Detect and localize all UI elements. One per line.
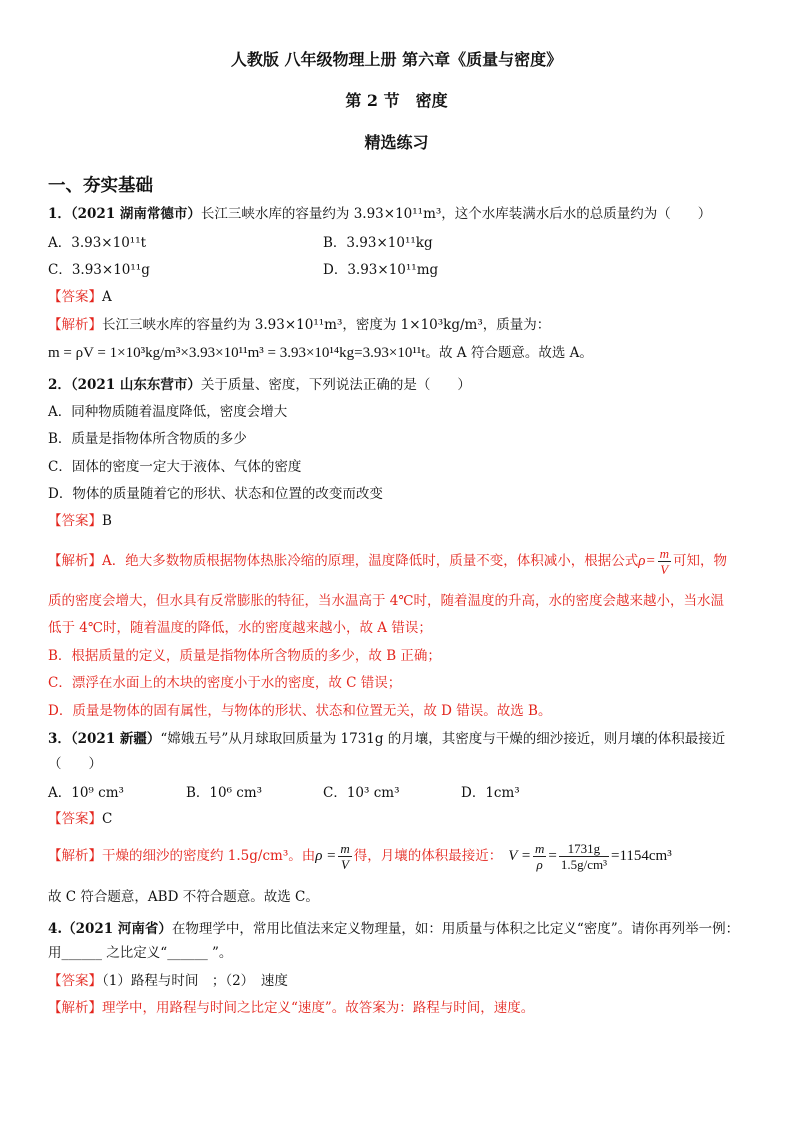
question-2-stem [48,375,471,395]
question-2-analysis-line-3: 低于 4℃时，随着温度的降低，水的密度越来越小，故 A 错误； [48,620,432,636]
question-2-text: 关于质量、密度，下列说法正确的是（ ） [200,377,471,393]
analysis-text: 理学中，用路程与时间之比定义“速度”。故答案为：路程与时间，速度。 [102,1000,535,1016]
answer-label: 【答案】 [48,513,102,529]
question-2-analysis-line-1 [48,546,727,576]
value-fraction [559,841,609,872]
question-1-answer [48,287,112,307]
analysis-tail: 。故 A 符合题意。故选 A。 [425,345,593,361]
answer-value: A [102,289,112,305]
question-1-analysis [48,315,550,335]
analysis-text: A．绝大多数物质根据物体热胀冷缩的原理，温度降低时，质量不变，体积减小，根据公式 [102,553,639,569]
question-3-option-d: D．1cm³ [461,785,520,801]
fraction-numerator: m [534,841,545,856]
mass-formula: m = ρV = 1×10³kg/m³×3.93×10¹¹m³ = 3.93×10¹⁴kg=3.93×10¹¹t [48,345,426,361]
volume-fraction [533,841,546,872]
question-1-option-a: A．3.93×10¹¹t [48,235,147,251]
fraction-denominator: ρ [536,857,543,872]
question-3-option-c: C．10³ cm³ [323,785,400,801]
question-4-answer [48,971,288,991]
question-3-analysis-line-1 [48,835,672,877]
question-2-answer [48,511,112,531]
document-title: 人教版 八年级物理上册 第六章《质量与密度》 [230,50,563,69]
volume-symbol: V = [508,848,531,864]
fraction-numerator: m [659,546,669,561]
density-symbol: ρ= [638,553,656,569]
question-4-text: 在物理学中，常用比值法来定义物理量，如：用质量与体积之比定义“密度”。请你再列举一例： [171,921,740,937]
volume-result: =1154cm³ [610,848,672,864]
fraction-numerator: m [340,841,350,856]
question-2-analysis-line-4: B．根据质量的定义，质量是指物体所含物质的多少，故 B 正确； [48,648,441,664]
answer-value: B [102,513,112,529]
answer-label: 【答案】 [48,811,102,827]
fraction-denominator: V [341,857,349,872]
question-1-formula-line [48,343,593,363]
question-3-source: 3．（2021 新疆） [48,731,161,747]
question-2-analysis-line-2: 质的密度会增大，但水具有反常膨胀的特征，当水温高于 4℃时，随着温度的升高，水的密度会越来越小，当水温 [48,593,724,609]
analysis-text: 干燥的细沙的密度约 1.5g/cm³。由 [102,848,316,864]
question-3-option-b: B．10⁶ cm³ [186,785,263,801]
question-3-blank: （ ） [48,756,102,772]
density-fraction [658,546,671,577]
question-1-option-c: C．3.93×10¹¹g [48,262,150,278]
question-4-stem [48,919,739,939]
question-2-option-a: A．同种物质随着温度降低，密度会增大 [48,404,288,420]
exercise-subtitle: 精选练习 [364,133,429,152]
analysis-label: 【解析】 [48,553,102,569]
question-2-option-d: D．物体的质量随着它的形状、状态和位置的改变而改变 [48,486,383,502]
question-3-stem [48,729,725,749]
answer-value: C [102,811,113,827]
analysis-text: 得，月壤的体积最接近： [353,848,503,864]
question-4-source: 4.（2021 河南省） [48,921,172,937]
fraction-denominator: 1.5g/cm³ [560,857,607,872]
answer-label: 【答案】 [48,289,102,305]
question-3-answer [48,809,112,829]
question-4-stem-line-2: 用______ 之比定义“______ ”。 [48,945,233,961]
answer-label: 【答案】 [48,973,102,989]
fraction-denominator: V [660,562,669,577]
section-title: 第 2 节 密度 [345,91,448,110]
answer-value: （1）路程与时间 ；（2） 速度 [102,973,288,989]
part-heading: 一、夯实基础 [48,176,153,196]
question-4-analysis [48,998,534,1018]
question-1-source: 1．（2021 湖南常德市） [48,206,201,222]
question-3-analysis-line-2: 故 C 符合题意，ABD 不符合题意。故选 C。 [48,889,319,905]
analysis-label: 【解析】 [48,1000,102,1016]
analysis-text: 长江三峡水库的容量约为 3.93×10¹¹m³，密度为 1×10³kg/m³，质量为： [102,317,551,333]
question-2-option-c: C．固体的密度一定大于液体、气体的密度 [48,459,302,475]
question-1-stem [48,204,711,224]
question-1-text: 长江三峡水库的容量约为 3.93×10¹¹m³，这个水库装满水后水的总质量约为（ ） [200,206,712,222]
question-2-analysis-line-6: D．质量是物体的固有属性，与物体的形状、状态和位置无关，故 D 错误。故选 B。 [48,703,552,719]
analysis-label: 【解析】 [48,317,102,333]
question-3-text: “嫦娥五号”从月球取回质量为 1731g 的月壤，其密度与干燥的细沙接近，则月壤的体积最接近 [160,731,726,747]
analysis-text: 可知，物 [672,553,727,569]
analysis-label: 【解析】 [48,848,102,864]
question-3-option-a: A．10⁹ cm³ [48,785,124,801]
question-2-source: 2．（2021 山东东营市） [48,377,201,393]
fraction-numerator: 1731g [559,841,609,857]
question-2-option-b: B．质量是指物体所含物质的多少 [48,431,247,447]
question-1-option-b: B．3.93×10¹¹kg [323,235,433,251]
question-2-analysis-line-5: C．漂浮在水面上的木块的密度小于水的密度，故 C 错误； [48,675,402,691]
density-symbol: ρ = [315,848,337,864]
question-1-option-d: D．3.93×10¹¹mg [323,262,439,278]
equals-sign: = [548,848,557,864]
density-fraction [338,841,351,872]
